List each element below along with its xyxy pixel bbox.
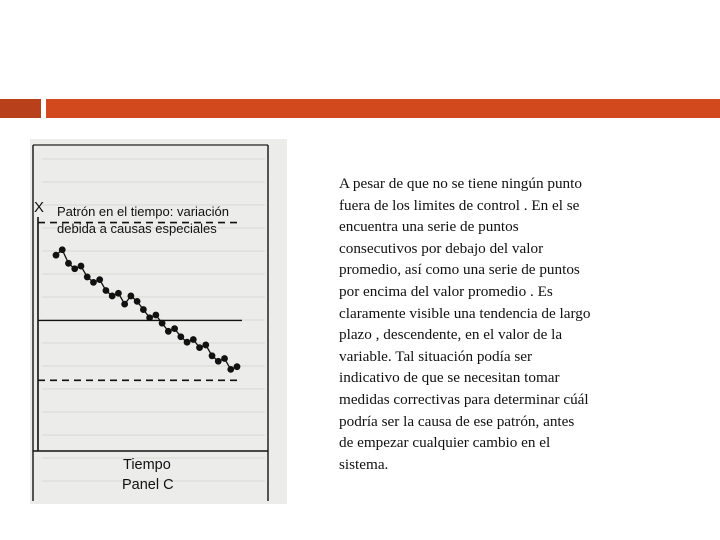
data-point (109, 293, 116, 300)
data-point (209, 352, 216, 359)
data-point (90, 279, 97, 286)
data-point (234, 363, 241, 370)
data-point (146, 314, 153, 321)
data-point (171, 325, 178, 332)
x-axis-label: Tiempo (123, 457, 171, 473)
data-point (227, 366, 234, 373)
data-point (65, 260, 72, 267)
data-point (115, 290, 122, 297)
panel-label: Panel C (122, 477, 174, 493)
data-point (96, 276, 103, 283)
accent-bar-right (46, 99, 720, 118)
data-point (184, 339, 191, 346)
data-point (53, 252, 60, 259)
description-text: A pesar de que no se tiene ningún punto fuera de los limites de control . En el se encuentra una serie de puntos consecutivos por debajo del valor promedio, así como una serie de puntos por encima del valor promedio . Es claramente visible una tendencia de largo plazo , descendente, en el valor de la variable. Tal situación podía ser indicativo de que se necesitan tomar medidas correctivas para determinar cúál podría ser la causa de ese patrón, antes de empezar cualquier cambio en el sistema. (339, 175, 591, 473)
data-point (159, 320, 166, 327)
y-axis-label: X (34, 199, 45, 216)
chart-title-line1: Patrón en el tiempo: variación (57, 204, 229, 219)
data-point (84, 274, 91, 281)
data-point (140, 306, 147, 313)
data-point (177, 333, 184, 340)
data-point (215, 358, 222, 365)
data-point (134, 298, 141, 305)
control-chart-image (30, 139, 287, 504)
data-point (152, 312, 159, 319)
chart-title-line2: debida a causas especiales (57, 221, 217, 236)
control-chart (30, 139, 287, 504)
data-point (190, 336, 197, 343)
data-point (221, 355, 228, 362)
data-point (121, 301, 128, 308)
accent-bar-left (0, 99, 41, 118)
data-point (202, 342, 209, 349)
data-point (78, 263, 85, 270)
data-point (71, 265, 78, 272)
data-point (59, 246, 66, 253)
data-point (196, 344, 203, 351)
data-point (103, 287, 110, 294)
data-point (127, 293, 134, 300)
data-point (165, 328, 172, 335)
